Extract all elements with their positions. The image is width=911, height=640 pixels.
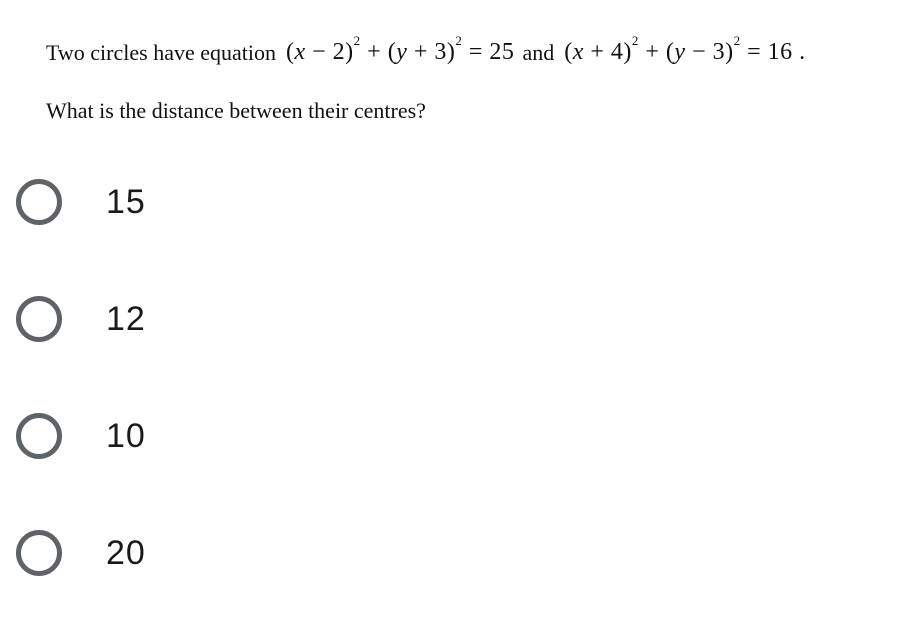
radio-button-icon[interactable]	[16, 530, 62, 576]
option-label: 15	[106, 182, 146, 221]
radio-button-icon[interactable]	[16, 179, 62, 225]
answer-options	[16, 172, 146, 640]
question-conjunction: and	[522, 40, 555, 65]
radio-button-icon[interactable]	[16, 296, 62, 342]
option-15[interactable]	[16, 172, 146, 232]
equation-circle-1: $(x - 2)^2 + (y + 3)^2 = 25$	[285, 33, 515, 65]
equation-circle-2: $(x + 4)^2 + (y - 3)^2 = 16$ .	[564, 33, 806, 65]
option-label: 10	[106, 416, 146, 455]
question-block	[46, 24, 906, 122]
option-label: 20	[106, 533, 146, 572]
option-12[interactable]	[16, 289, 146, 349]
question-prompt: What is the distance between their centres?	[46, 98, 426, 123]
question-line-1	[46, 24, 906, 64]
question-prefix: Two circles have equation	[46, 40, 276, 65]
option-10[interactable]	[16, 406, 146, 466]
option-20[interactable]	[16, 523, 146, 583]
option-label: 12	[106, 299, 146, 338]
radio-button-icon[interactable]	[16, 413, 62, 459]
